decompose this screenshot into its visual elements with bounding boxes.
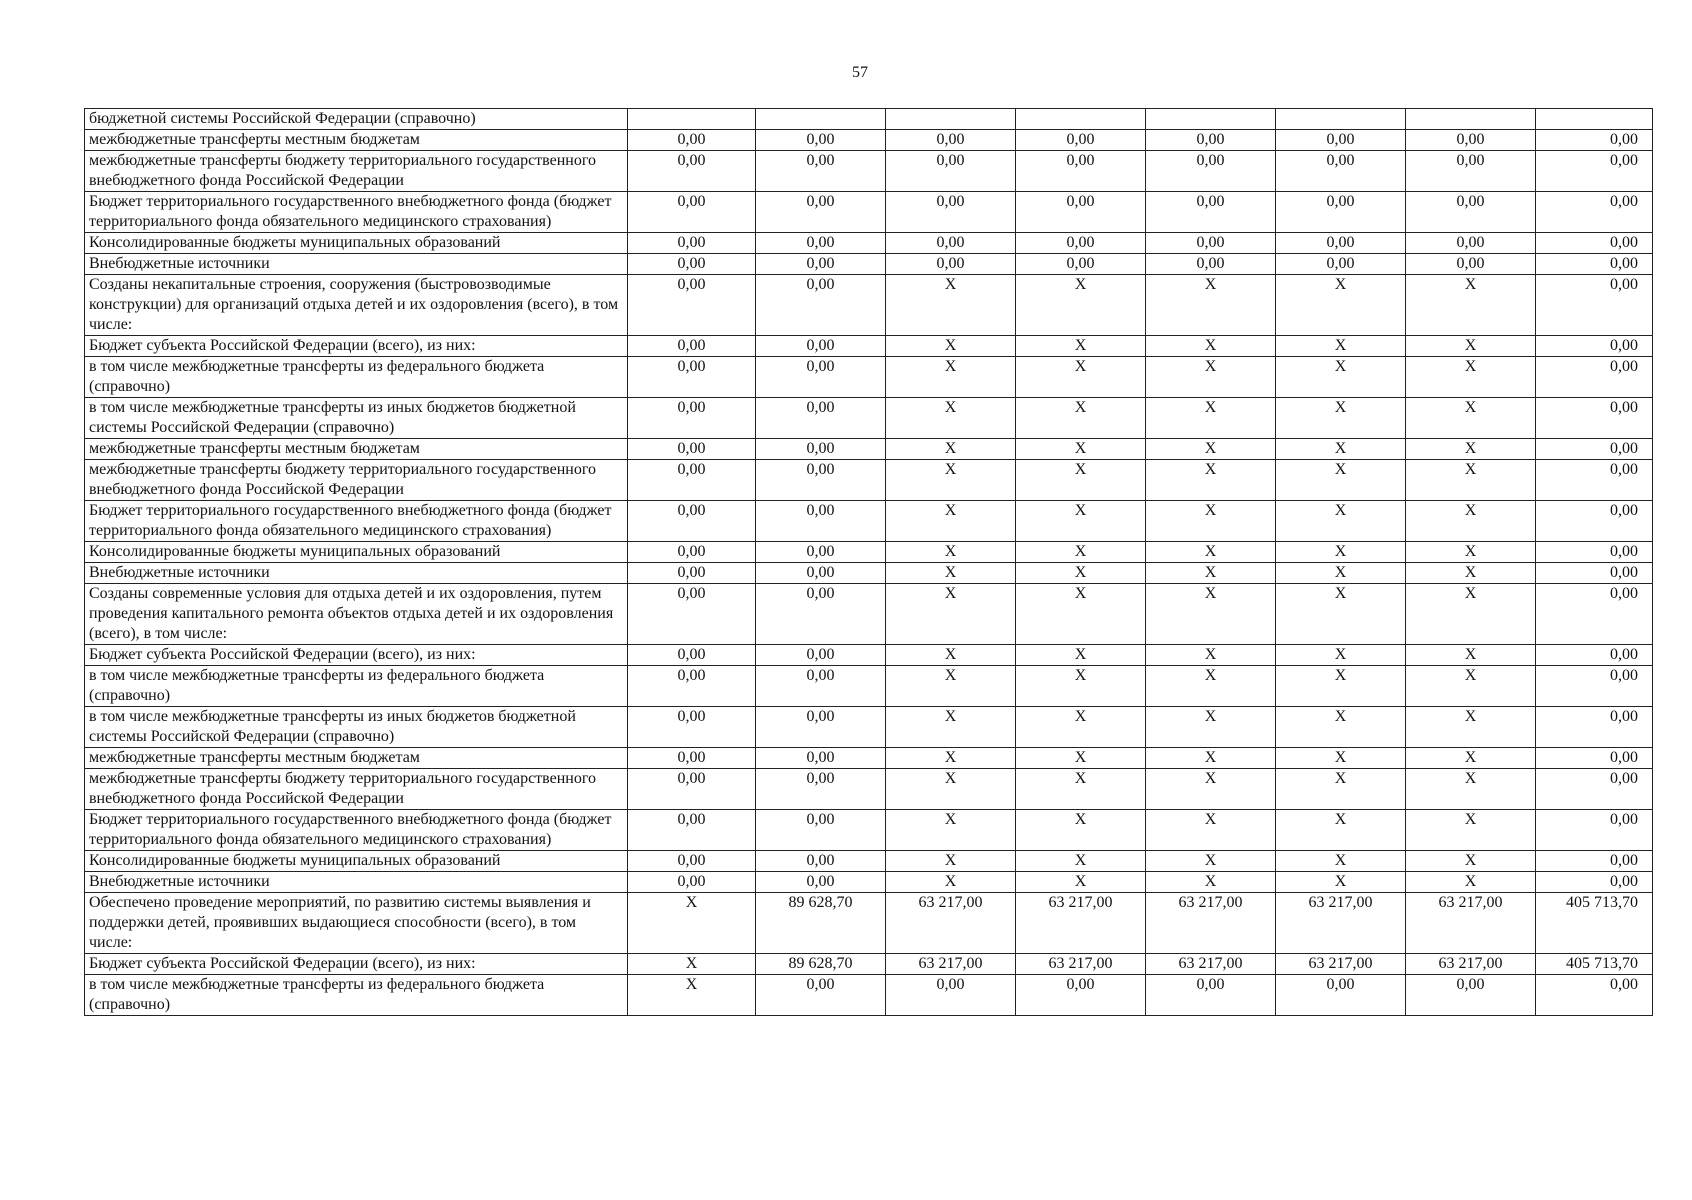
value-cell: 0,00: [1536, 542, 1653, 563]
value-cell: 0,00: [628, 192, 756, 233]
table-row: [85, 769, 1653, 810]
value-cell: X: [1406, 666, 1536, 707]
value-cell: 89 628,70: [756, 893, 886, 954]
row-label: в том числе межбюджетные трансферты из федерального бюджета (справочно): [85, 975, 628, 1016]
value-cell: 0,00: [1276, 254, 1406, 275]
value-cell: X: [1276, 501, 1406, 542]
value-cell: 0,00: [756, 707, 886, 748]
value-cell: 0,00: [628, 563, 756, 584]
value-cell: X: [886, 439, 1016, 460]
page-number: 57: [852, 64, 868, 81]
value-cell: X: [1276, 872, 1406, 893]
table-row: [85, 893, 1653, 954]
row-label: в том числе межбюджетные трансферты из иных бюджетов бюджетной системы Российской Федерации (справочно): [85, 707, 628, 748]
row-label: межбюджетные трансферты местным бюджетам: [85, 130, 628, 151]
value-cell: 0,00: [1146, 130, 1276, 151]
value-cell: X: [1406, 501, 1536, 542]
value-cell: 0,00: [628, 501, 756, 542]
row-label: бюджетной системы Российской Федерации (справочно): [85, 109, 628, 130]
value-cell: 0,00: [628, 769, 756, 810]
table-row: [85, 398, 1653, 439]
table-row: [85, 851, 1653, 872]
value-cell: 0,00: [1146, 975, 1276, 1016]
value-cell: X: [1146, 563, 1276, 584]
value-cell: 0,00: [756, 542, 886, 563]
value-cell: X: [886, 872, 1016, 893]
value-cell: 0,00: [1406, 975, 1536, 1016]
value-cell: 63 217,00: [1146, 893, 1276, 954]
row-label: Консолидированные бюджеты муниципальных образований: [85, 851, 628, 872]
value-cell: X: [886, 460, 1016, 501]
value-cell: X: [1016, 584, 1146, 645]
value-cell: X: [886, 707, 1016, 748]
value-cell: X: [1406, 584, 1536, 645]
value-cell: 0,00: [1536, 254, 1653, 275]
value-cell: X: [1146, 439, 1276, 460]
value-cell: 0,00: [1536, 336, 1653, 357]
value-cell: 0,00: [756, 748, 886, 769]
table-row: [85, 748, 1653, 769]
value-cell: [1016, 109, 1146, 130]
table-row: [85, 501, 1653, 542]
value-cell: 0,00: [628, 460, 756, 501]
value-cell: 63 217,00: [1016, 954, 1146, 975]
value-cell: X: [1406, 563, 1536, 584]
value-cell: 0,00: [756, 666, 886, 707]
value-cell: X: [1406, 707, 1536, 748]
value-cell: 0,00: [1536, 233, 1653, 254]
value-cell: X: [1146, 398, 1276, 439]
value-cell: 0,00: [1536, 851, 1653, 872]
value-cell: X: [886, 542, 1016, 563]
value-cell: X: [886, 645, 1016, 666]
value-cell: 0,00: [628, 151, 756, 192]
value-cell: X: [886, 769, 1016, 810]
table-row: [85, 275, 1653, 336]
table-row: [85, 542, 1653, 563]
value-cell: 0,00: [1536, 501, 1653, 542]
value-cell: 0,00: [886, 254, 1016, 275]
value-cell: X: [1146, 501, 1276, 542]
row-label: межбюджетные трансферты местным бюджетам: [85, 748, 628, 769]
table-row: [85, 254, 1653, 275]
row-label: Созданы некапитальные строения, сооружения (быстровозводимые конструкции) для организаций отдыха детей и их оздоровления (всего), в том числе:: [85, 275, 628, 336]
value-cell: 0,00: [756, 563, 886, 584]
value-cell: 0,00: [1536, 357, 1653, 398]
value-cell: X: [628, 954, 756, 975]
value-cell: X: [886, 666, 1016, 707]
value-cell: 0,00: [756, 398, 886, 439]
value-cell: 63 217,00: [886, 893, 1016, 954]
value-cell: X: [1276, 851, 1406, 872]
table-row: [85, 707, 1653, 748]
value-cell: X: [1276, 398, 1406, 439]
table-row: [85, 460, 1653, 501]
value-cell: 0,00: [756, 872, 886, 893]
value-cell: X: [1406, 851, 1536, 872]
value-cell: X: [886, 810, 1016, 851]
value-cell: 63 217,00: [1276, 893, 1406, 954]
value-cell: 0,00: [628, 439, 756, 460]
value-cell: 0,00: [886, 192, 1016, 233]
table-row: [85, 130, 1653, 151]
value-cell: 63 217,00: [886, 954, 1016, 975]
value-cell: 63 217,00: [1016, 893, 1146, 954]
value-cell: X: [1276, 584, 1406, 645]
value-cell: X: [1016, 439, 1146, 460]
value-cell: 0,00: [1406, 254, 1536, 275]
value-cell: X: [1406, 460, 1536, 501]
value-cell: 63 217,00: [1276, 954, 1406, 975]
value-cell: X: [1016, 666, 1146, 707]
value-cell: X: [1146, 275, 1276, 336]
value-cell: [1146, 109, 1276, 130]
value-cell: X: [886, 584, 1016, 645]
budget-table: [84, 108, 1653, 1016]
row-label: Бюджет субъекта Российской Федерации (всего), из них:: [85, 336, 628, 357]
value-cell: 0,00: [1276, 151, 1406, 192]
value-cell: 0,00: [756, 192, 886, 233]
value-cell: 0,00: [1016, 254, 1146, 275]
value-cell: 0,00: [628, 584, 756, 645]
value-cell: 405 713,70: [1536, 954, 1653, 975]
value-cell: 0,00: [1536, 398, 1653, 439]
value-cell: X: [1276, 357, 1406, 398]
value-cell: 63 217,00: [1146, 954, 1276, 975]
row-label: межбюджетные трансферты бюджету территориального государственного внебюджетного фонда Российской Федерации: [85, 769, 628, 810]
value-cell: X: [1016, 810, 1146, 851]
value-cell: X: [1016, 275, 1146, 336]
value-cell: 0,00: [1536, 584, 1653, 645]
value-cell: 0,00: [628, 336, 756, 357]
table-row: [85, 439, 1653, 460]
value-cell: 0,00: [886, 130, 1016, 151]
value-cell: X: [1276, 769, 1406, 810]
value-cell: 0,00: [1406, 233, 1536, 254]
row-label: межбюджетные трансферты местным бюджетам: [85, 439, 628, 460]
value-cell: X: [886, 748, 1016, 769]
value-cell: X: [1406, 769, 1536, 810]
value-cell: X: [1146, 645, 1276, 666]
value-cell: X: [1016, 707, 1146, 748]
table-row: [85, 872, 1653, 893]
value-cell: X: [1146, 851, 1276, 872]
value-cell: [756, 109, 886, 130]
value-cell: X: [1016, 542, 1146, 563]
value-cell: 89 628,70: [756, 954, 886, 975]
row-label: межбюджетные трансферты бюджету территориального государственного внебюджетного фонда Российской Федерации: [85, 151, 628, 192]
value-cell: X: [1146, 336, 1276, 357]
value-cell: 0,00: [1536, 645, 1653, 666]
value-cell: 0,00: [628, 398, 756, 439]
value-cell: X: [1406, 275, 1536, 336]
value-cell: [1536, 109, 1653, 130]
value-cell: 0,00: [1146, 192, 1276, 233]
table-row: [85, 645, 1653, 666]
value-cell: 0,00: [1276, 233, 1406, 254]
value-cell: X: [1276, 439, 1406, 460]
row-label: в том числе межбюджетные трансферты из федерального бюджета (справочно): [85, 666, 628, 707]
value-cell: X: [1406, 810, 1536, 851]
value-cell: X: [1016, 357, 1146, 398]
value-cell: X: [886, 501, 1016, 542]
value-cell: X: [1276, 810, 1406, 851]
value-cell: X: [1146, 872, 1276, 893]
value-cell: X: [1276, 707, 1406, 748]
row-label: Внебюджетные источники: [85, 872, 628, 893]
value-cell: [628, 109, 756, 130]
value-cell: 0,00: [756, 460, 886, 501]
row-label: Бюджет территориального государственного внебюджетного фонда (бюджет территориального фонда обязательного медицинского страхования): [85, 192, 628, 233]
value-cell: X: [1276, 275, 1406, 336]
value-cell: 0,00: [1536, 563, 1653, 584]
table-row: [85, 666, 1653, 707]
value-cell: X: [628, 893, 756, 954]
value-cell: 0,00: [1536, 460, 1653, 501]
value-cell: 0,00: [628, 666, 756, 707]
table-body: [85, 109, 1653, 1016]
row-label: Бюджет территориального государственного внебюджетного фонда (бюджет территориального фонда обязательного медицинского страхования): [85, 501, 628, 542]
value-cell: X: [886, 275, 1016, 336]
value-cell: X: [1146, 357, 1276, 398]
value-cell: 0,00: [756, 254, 886, 275]
value-cell: 0,00: [1536, 192, 1653, 233]
value-cell: 0,00: [1536, 872, 1653, 893]
value-cell: X: [1016, 336, 1146, 357]
value-cell: 0,00: [886, 233, 1016, 254]
table-row: [85, 151, 1653, 192]
row-label: Бюджет территориального государственного внебюджетного фонда (бюджет территориального фонда обязательного медицинского страхования): [85, 810, 628, 851]
value-cell: X: [1016, 748, 1146, 769]
value-cell: 0,00: [1406, 151, 1536, 192]
value-cell: 0,00: [756, 151, 886, 192]
value-cell: 0,00: [1016, 130, 1146, 151]
value-cell: 0,00: [756, 130, 886, 151]
value-cell: 0,00: [756, 769, 886, 810]
value-cell: X: [1406, 398, 1536, 439]
value-cell: X: [1406, 872, 1536, 893]
table-row: [85, 192, 1653, 233]
value-cell: 0,00: [1406, 130, 1536, 151]
value-cell: X: [1406, 748, 1536, 769]
value-cell: 0,00: [628, 542, 756, 563]
value-cell: 0,00: [756, 439, 886, 460]
value-cell: X: [1146, 769, 1276, 810]
table-row: [85, 584, 1653, 645]
value-cell: 0,00: [628, 645, 756, 666]
value-cell: 0,00: [1536, 666, 1653, 707]
row-label: Консолидированные бюджеты муниципальных образований: [85, 233, 628, 254]
value-cell: X: [628, 975, 756, 1016]
value-cell: 0,00: [1536, 769, 1653, 810]
value-cell: 405 713,70: [1536, 893, 1653, 954]
value-cell: 0,00: [756, 357, 886, 398]
row-label: в том числе межбюджетные трансферты из федерального бюджета (справочно): [85, 357, 628, 398]
value-cell: 0,00: [1536, 439, 1653, 460]
value-cell: 0,00: [1536, 130, 1653, 151]
value-cell: 0,00: [756, 233, 886, 254]
row-label: Внебюджетные источники: [85, 254, 628, 275]
value-cell: X: [1016, 460, 1146, 501]
value-cell: X: [1146, 542, 1276, 563]
value-cell: 0,00: [756, 975, 886, 1016]
value-cell: 0,00: [1146, 151, 1276, 192]
value-cell: [1276, 109, 1406, 130]
value-cell: 0,00: [628, 810, 756, 851]
table-row: [85, 336, 1653, 357]
value-cell: X: [886, 851, 1016, 872]
value-cell: 0,00: [756, 584, 886, 645]
value-cell: 0,00: [1276, 192, 1406, 233]
value-cell: 0,00: [628, 130, 756, 151]
value-cell: X: [1146, 666, 1276, 707]
value-cell: X: [1146, 460, 1276, 501]
value-cell: X: [1016, 769, 1146, 810]
value-cell: 0,00: [756, 645, 886, 666]
value-cell: X: [886, 357, 1016, 398]
value-cell: X: [1406, 336, 1536, 357]
value-cell: [886, 109, 1016, 130]
value-cell: X: [886, 563, 1016, 584]
value-cell: 0,00: [628, 748, 756, 769]
value-cell: X: [1406, 645, 1536, 666]
value-cell: X: [1146, 584, 1276, 645]
value-cell: 0,00: [756, 810, 886, 851]
row-label: Обеспечено проведение мероприятий, по развитию системы выявления и поддержки детей, проявивших выдающиеся способности (всего), в том числе:: [85, 893, 628, 954]
table-row: [85, 975, 1653, 1016]
value-cell: X: [1276, 336, 1406, 357]
table-row: [85, 563, 1653, 584]
value-cell: X: [1276, 542, 1406, 563]
value-cell: 0,00: [756, 336, 886, 357]
value-cell: 0,00: [1536, 151, 1653, 192]
value-cell: X: [886, 398, 1016, 439]
value-cell: 0,00: [1536, 975, 1653, 1016]
value-cell: 0,00: [1146, 233, 1276, 254]
value-cell: 0,00: [756, 501, 886, 542]
row-label: межбюджетные трансферты бюджету территориального государственного внебюджетного фонда Российской Федерации: [85, 460, 628, 501]
row-label: Внебюджетные источники: [85, 563, 628, 584]
value-cell: 0,00: [1016, 151, 1146, 192]
value-cell: [1406, 109, 1536, 130]
table-row: [85, 109, 1653, 130]
value-cell: 0,00: [1536, 748, 1653, 769]
value-cell: X: [1276, 645, 1406, 666]
value-cell: 0,00: [628, 357, 756, 398]
row-label: в том числе межбюджетные трансферты из иных бюджетов бюджетной системы Российской Федерации (справочно): [85, 398, 628, 439]
value-cell: 0,00: [1016, 192, 1146, 233]
value-cell: 0,00: [1406, 192, 1536, 233]
value-cell: 0,00: [1536, 810, 1653, 851]
value-cell: 0,00: [1016, 975, 1146, 1016]
value-cell: 0,00: [628, 254, 756, 275]
value-cell: 0,00: [628, 707, 756, 748]
value-cell: X: [1146, 707, 1276, 748]
value-cell: X: [1146, 810, 1276, 851]
value-cell: X: [1016, 501, 1146, 542]
value-cell: 0,00: [628, 851, 756, 872]
value-cell: X: [1016, 645, 1146, 666]
row-label: Созданы современные условия для отдыха детей и их оздоровления, путем проведения капитального ремонта объектов отдыха детей и их оздоровления (всего), в том числе:: [85, 584, 628, 645]
value-cell: 0,00: [1536, 275, 1653, 336]
value-cell: 0,00: [886, 975, 1016, 1016]
value-cell: X: [1016, 398, 1146, 439]
value-cell: 0,00: [1016, 233, 1146, 254]
table-row: [85, 233, 1653, 254]
value-cell: X: [1146, 748, 1276, 769]
value-cell: X: [1016, 563, 1146, 584]
value-cell: 0,00: [628, 872, 756, 893]
value-cell: X: [1276, 460, 1406, 501]
value-cell: 0,00: [1276, 130, 1406, 151]
value-cell: 0,00: [628, 233, 756, 254]
value-cell: X: [886, 336, 1016, 357]
value-cell: 0,00: [886, 151, 1016, 192]
value-cell: X: [1406, 357, 1536, 398]
value-cell: X: [1406, 542, 1536, 563]
table-row: [85, 810, 1653, 851]
table-row: [85, 357, 1653, 398]
value-cell: X: [1276, 666, 1406, 707]
value-cell: 0,00: [756, 275, 886, 336]
value-cell: 0,00: [756, 851, 886, 872]
value-cell: X: [1276, 563, 1406, 584]
value-cell: 0,00: [1276, 975, 1406, 1016]
value-cell: X: [1016, 851, 1146, 872]
row-label: Консолидированные бюджеты муниципальных образований: [85, 542, 628, 563]
value-cell: X: [1276, 748, 1406, 769]
row-label: Бюджет субъекта Российской Федерации (всего), из них:: [85, 954, 628, 975]
value-cell: X: [1016, 872, 1146, 893]
value-cell: X: [1406, 439, 1536, 460]
value-cell: 0,00: [1536, 707, 1653, 748]
value-cell: 0,00: [1146, 254, 1276, 275]
value-cell: 63 217,00: [1406, 893, 1536, 954]
table-row: [85, 954, 1653, 975]
value-cell: 0,00: [628, 275, 756, 336]
row-label: Бюджет субъекта Российской Федерации (всего), из них:: [85, 645, 628, 666]
value-cell: 63 217,00: [1406, 954, 1536, 975]
